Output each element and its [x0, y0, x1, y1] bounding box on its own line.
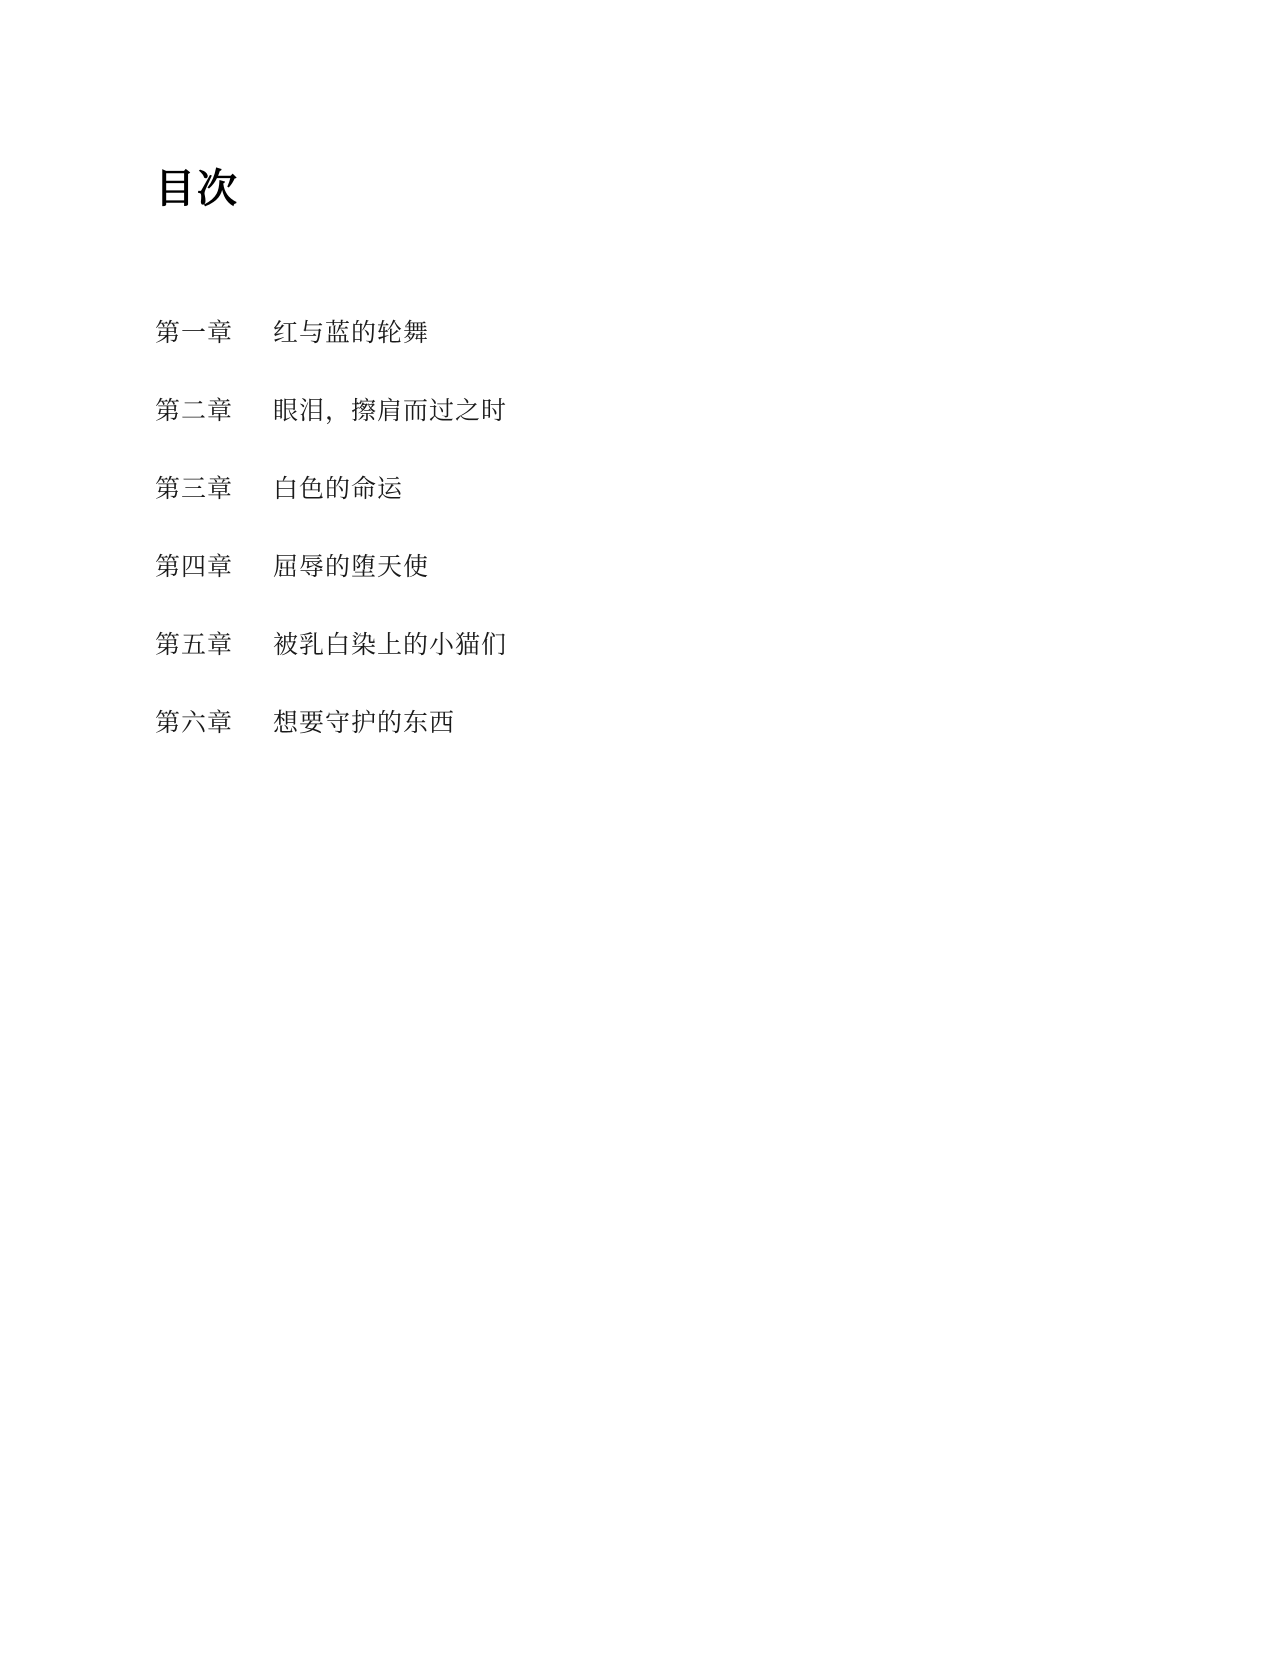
chapter-title: 白色的命运 [273, 474, 404, 503]
list-item[interactable] [155, 396, 1135, 426]
chapter-label: 第三章 [155, 474, 234, 503]
chapter-label: 第一章 [155, 318, 234, 347]
chapter-label: 第五章 [155, 630, 234, 659]
chapter-title: 被乳白染上的小猫们 [273, 630, 508, 659]
list-item[interactable] [155, 474, 1135, 504]
chapter-title: 屈辱的堕天使 [273, 552, 430, 581]
toc-list [155, 318, 1135, 738]
page-title: 目次 [155, 166, 239, 212]
chapter-label: 第二章 [155, 396, 234, 425]
chapter-title: 想要守护的东西 [273, 708, 456, 737]
chapter-label: 第六章 [155, 708, 234, 737]
chapter-title: 红与蓝的轮舞 [273, 318, 430, 347]
list-item[interactable] [155, 708, 1135, 738]
list-item[interactable] [155, 552, 1135, 582]
list-item[interactable] [155, 630, 1135, 660]
chapter-label: 第四章 [155, 552, 234, 581]
list-item[interactable] [155, 318, 1135, 348]
toc-container [155, 165, 1135, 738]
chapter-title: 眼泪，擦肩而过之时 [273, 396, 508, 425]
